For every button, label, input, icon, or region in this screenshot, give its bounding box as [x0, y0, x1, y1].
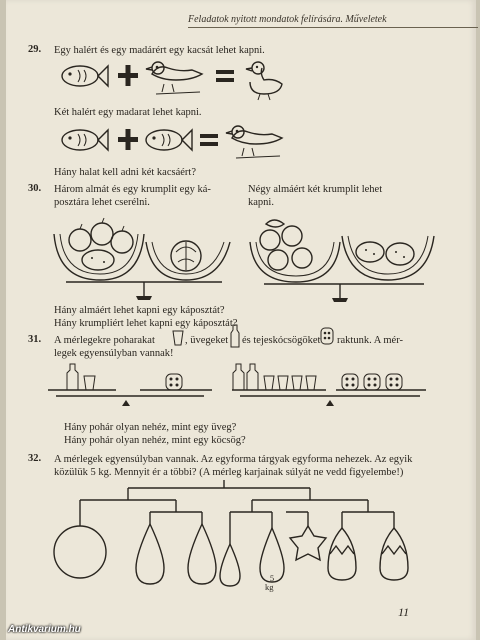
cabbage-icon	[171, 241, 201, 271]
fish-icon	[146, 130, 192, 150]
weight-label-kg: kg	[265, 582, 274, 592]
bottle-icon	[67, 364, 78, 390]
apple-icon	[260, 230, 280, 250]
drop-weight	[220, 544, 240, 586]
exercise-31-text-2: legek egyensúlyban vannak!	[54, 348, 174, 359]
balance-scale-right	[244, 212, 444, 304]
apple-icon	[268, 250, 288, 270]
drop-weight	[188, 524, 216, 584]
apple-icon	[292, 248, 312, 268]
exercise-29-row-2-illustration	[58, 120, 288, 164]
exercise-32-number: 32.	[28, 453, 42, 464]
balance-scale-left	[46, 212, 236, 304]
exercise-29-question: Hány halat kell adni két kacsáért?	[54, 167, 196, 178]
milk-jug-icon	[364, 374, 380, 390]
equals-sign-icon	[216, 70, 234, 82]
exercise-31-text-1a: A mérlegekre poharakat	[54, 335, 155, 346]
potato-icon	[356, 242, 384, 262]
cup-icon	[84, 376, 95, 390]
exercise-31-question-1: Hány pohár olyan nehéz, mint egy üveg?	[64, 422, 237, 433]
milk-jug-icon	[386, 374, 402, 390]
equals-sign-icon	[200, 134, 218, 146]
page-header: Feladatok nyitott mondatok felírására. Műveletek	[188, 14, 478, 28]
exercise-30-left-text-1: Három almát és egy krumplit egy ká-	[54, 184, 211, 195]
exercise-30-right-text-1: Négy almáért két krumplit lehet	[248, 184, 383, 195]
watermark: Antikvarium.hu	[8, 624, 81, 635]
exercise-31-text-1b: , üvegeket	[185, 335, 229, 346]
exercise-30-question-2: Hány krumpliért lehet kapni egy káposztát?	[54, 318, 238, 329]
potato-icon	[82, 250, 114, 270]
milk-jug-icon	[319, 326, 335, 346]
page-number: 11	[398, 605, 410, 619]
cup-icon	[306, 376, 316, 390]
exercise-30-question-1: Hány almáért lehet kapni egy káposztát?	[54, 305, 225, 316]
bird-icon	[226, 126, 282, 158]
cup-icon	[292, 376, 302, 390]
weight-label-5: 5	[269, 573, 275, 583]
fish-icon	[62, 66, 108, 86]
bottle-icon	[247, 364, 258, 390]
exercise-30-left-text-2: posztára lehet cserélni.	[54, 197, 150, 208]
plus-sign-icon	[118, 65, 138, 86]
apple-icon	[282, 226, 302, 246]
exercise-31-text-1c: és tejeskócsögöket	[242, 335, 321, 346]
exercise-29-row-1-illustration	[58, 56, 288, 102]
exercise-30-right-text-2: kapni.	[248, 197, 274, 208]
exercise-29-text-2: Két halért egy madarat lehet kapni.	[54, 107, 202, 118]
exercise-29-number: 29.	[28, 44, 42, 55]
milk-jug-icon	[166, 374, 182, 390]
duck-icon	[246, 62, 282, 100]
bottle-icon	[233, 364, 244, 390]
fish-icon	[62, 130, 108, 150]
milk-jug-icon	[342, 374, 358, 390]
circle-weight	[54, 526, 106, 578]
plus-sign-icon	[118, 129, 138, 150]
book-page	[6, 0, 476, 640]
exercise-29-text-1: Egy halért és egy madárért egy kacsát lehet kapni.	[54, 45, 265, 56]
cup-icon	[172, 329, 184, 347]
exercise-32-text-2: közülük 5 kg. Mennyit ér a többi? (A mérleg karjainak súlyát ne vedd figyelembe!)	[54, 467, 404, 478]
hanging-mobile-diagram	[46, 478, 406, 596]
cup-icon	[264, 376, 274, 390]
potato-icon	[386, 243, 414, 265]
balance-scale-bottles-cups-jugs	[230, 358, 430, 408]
exercise-31-question-2: Hány pohár olyan nehéz, mint egy köcsög?	[64, 435, 246, 446]
cabbage-icon	[266, 220, 284, 227]
apple-icon	[111, 226, 133, 253]
bottle-icon	[230, 324, 240, 348]
flower-weight	[290, 526, 326, 560]
bird-icon	[146, 62, 202, 94]
apple-icon	[91, 218, 113, 245]
cup-icon	[278, 376, 288, 390]
exercise-30-number: 30.	[28, 183, 42, 194]
tulip-weight	[380, 528, 408, 580]
tulip-weight	[328, 528, 356, 580]
exercise-32-text-1: A mérlegek egyensúlyban vannak. Az egyforma tárgyak egyforma nehezek. Az egyik	[54, 454, 413, 465]
exercise-31-number: 31.	[28, 334, 42, 345]
balance-scale-bottle-cup-jug	[46, 360, 216, 408]
exercise-31-text-1d: raktunk. A mér-	[337, 335, 403, 346]
drop-weight	[136, 524, 164, 584]
apple-icon	[69, 224, 91, 251]
